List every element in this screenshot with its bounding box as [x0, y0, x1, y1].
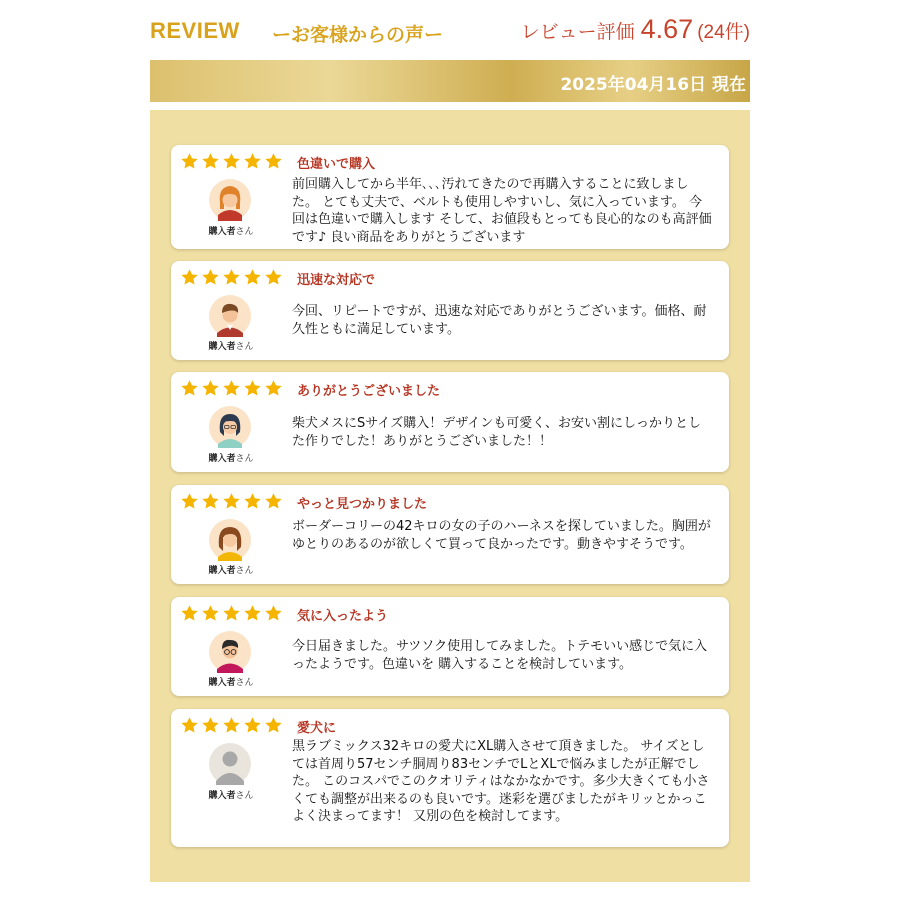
- author-name: 購入者: [208, 678, 236, 688]
- star-icon: [243, 492, 262, 511]
- review-card: [171, 597, 729, 696]
- man-brown-hair-avatar-icon: [209, 295, 251, 337]
- star-icon: [201, 604, 220, 623]
- review-author: [191, 563, 271, 576]
- review-card: [171, 261, 729, 360]
- star-icon: [243, 604, 262, 623]
- star-icon: [201, 716, 220, 735]
- review-card: [171, 145, 729, 249]
- star-icon: [180, 152, 199, 171]
- man-glasses-avatar-icon: [209, 631, 251, 673]
- star-rating: [180, 379, 285, 399]
- author-suffix: さん: [235, 566, 254, 576]
- author-name: 購入者: [208, 342, 236, 352]
- star-icon: [201, 492, 220, 511]
- review-card: [171, 709, 729, 847]
- star-icon: [180, 716, 199, 735]
- review-author: [191, 224, 271, 237]
- star-icon: [201, 379, 220, 398]
- star-icon: [180, 379, 199, 398]
- star-icon: [264, 268, 283, 287]
- review-body: ボーダーコリーの42キロの女の子のハーネスを探していました。胸囲がゆとりのあるのが欲しくて買って良かったです。動きやすそうです。: [292, 519, 711, 552]
- review-title: ありがとうございました: [297, 384, 441, 399]
- review-author: [191, 339, 271, 352]
- star-icon: [222, 604, 241, 623]
- star-icon: [264, 379, 283, 398]
- author-suffix: さん: [235, 454, 254, 464]
- star-icon: [243, 268, 262, 287]
- review-card: [171, 372, 729, 472]
- star-icon: [222, 379, 241, 398]
- star-icon: [264, 492, 283, 511]
- woman-dark-hair-avatar-icon: [209, 406, 251, 448]
- star-icon: [243, 379, 262, 398]
- star-rating: [180, 716, 285, 736]
- star-rating: [180, 604, 285, 624]
- star-rating: [180, 152, 285, 172]
- author-suffix: さん: [235, 227, 254, 237]
- author-name: 購入者: [208, 227, 236, 237]
- review-card: [171, 485, 729, 584]
- star-icon: [222, 268, 241, 287]
- author-name: 購入者: [208, 454, 236, 464]
- review-body: 柴犬メスにSサイズ購入！デザインも可愛く、お安い割にしっかりとした作りでした！ありがとうございました！！: [292, 416, 702, 449]
- star-rating: [180, 268, 285, 288]
- review-author: [191, 451, 271, 464]
- rating-summary: [521, 14, 750, 45]
- review-author: [191, 675, 271, 688]
- date-bar: [150, 60, 750, 102]
- star-icon: [222, 492, 241, 511]
- review-body: 黒ラブミックス32キロの愛犬にXL購入させて頂きました。 サイズとしては首周り57センチ胴周り83センチでLとXLで悩みましたが正解でした。 このコスパでこのクオリティはなかなかです。多少大きくても小さくても調整が出来るのも良いです。迷彩を選びましたがキリッとかっこよく決まってます！ 又別の色を検討してます。: [292, 739, 710, 824]
- rating-count: (24件): [697, 22, 750, 43]
- rating-score: 4.67: [640, 14, 694, 44]
- author-name: 購入者: [208, 566, 236, 576]
- review-subheading: ーお客様からの声ー: [272, 24, 444, 46]
- review-title: 色違いで購入: [297, 157, 376, 172]
- review-title: 愛犬に: [297, 721, 337, 736]
- star-icon: [201, 268, 220, 287]
- star-icon: [264, 716, 283, 735]
- default-user-avatar-icon: [209, 743, 251, 785]
- woman-yellow-top-avatar-icon: [209, 519, 251, 561]
- star-icon: [222, 152, 241, 171]
- review-title: 迅速な対応で: [297, 273, 376, 288]
- author-suffix: さん: [235, 791, 254, 801]
- star-icon: [264, 152, 283, 171]
- star-icon: [222, 716, 241, 735]
- review-title: やっと見つかりました: [297, 497, 428, 512]
- review-heading: REVIEW: [150, 18, 240, 43]
- author-name: 購入者: [208, 791, 236, 801]
- star-icon: [180, 268, 199, 287]
- star-icon: [180, 604, 199, 623]
- star-icon: [264, 604, 283, 623]
- reviews-panel: [150, 110, 750, 882]
- author-suffix: さん: [235, 342, 254, 352]
- review-author: [191, 788, 271, 801]
- star-icon: [243, 152, 262, 171]
- star-rating: [180, 492, 285, 512]
- author-suffix: さん: [235, 678, 254, 688]
- date-text: 2025年04月16日 現在: [560, 75, 746, 95]
- review-body: 今回、リピートですが、迅速な対応でありがとうございます。価格、耐久性ともに満足しています。: [292, 304, 707, 337]
- review-body: 今日届きました。サツソク使用してみました。トテモいい感じで気に入ったようです。色違いを 購入することを検討しています。: [292, 639, 708, 672]
- review-title: 気に入ったよう: [297, 609, 389, 624]
- star-icon: [243, 716, 262, 735]
- star-icon: [201, 152, 220, 171]
- review-body: 前回購入してから半年､､､汚れてきたので再購入することに致しました。 とても丈夫で、ベルトも使用しやすいし、気に入っています。 今回は色違いで購入します そして、お値段もとっても良心的なのも高評価です♪ 良い商品をありがとうございます: [292, 177, 712, 245]
- star-icon: [180, 492, 199, 511]
- rating-label: レビュー評価: [520, 21, 635, 43]
- woman-orange-hair-avatar-icon: [209, 179, 251, 221]
- review-header: [150, 14, 750, 50]
